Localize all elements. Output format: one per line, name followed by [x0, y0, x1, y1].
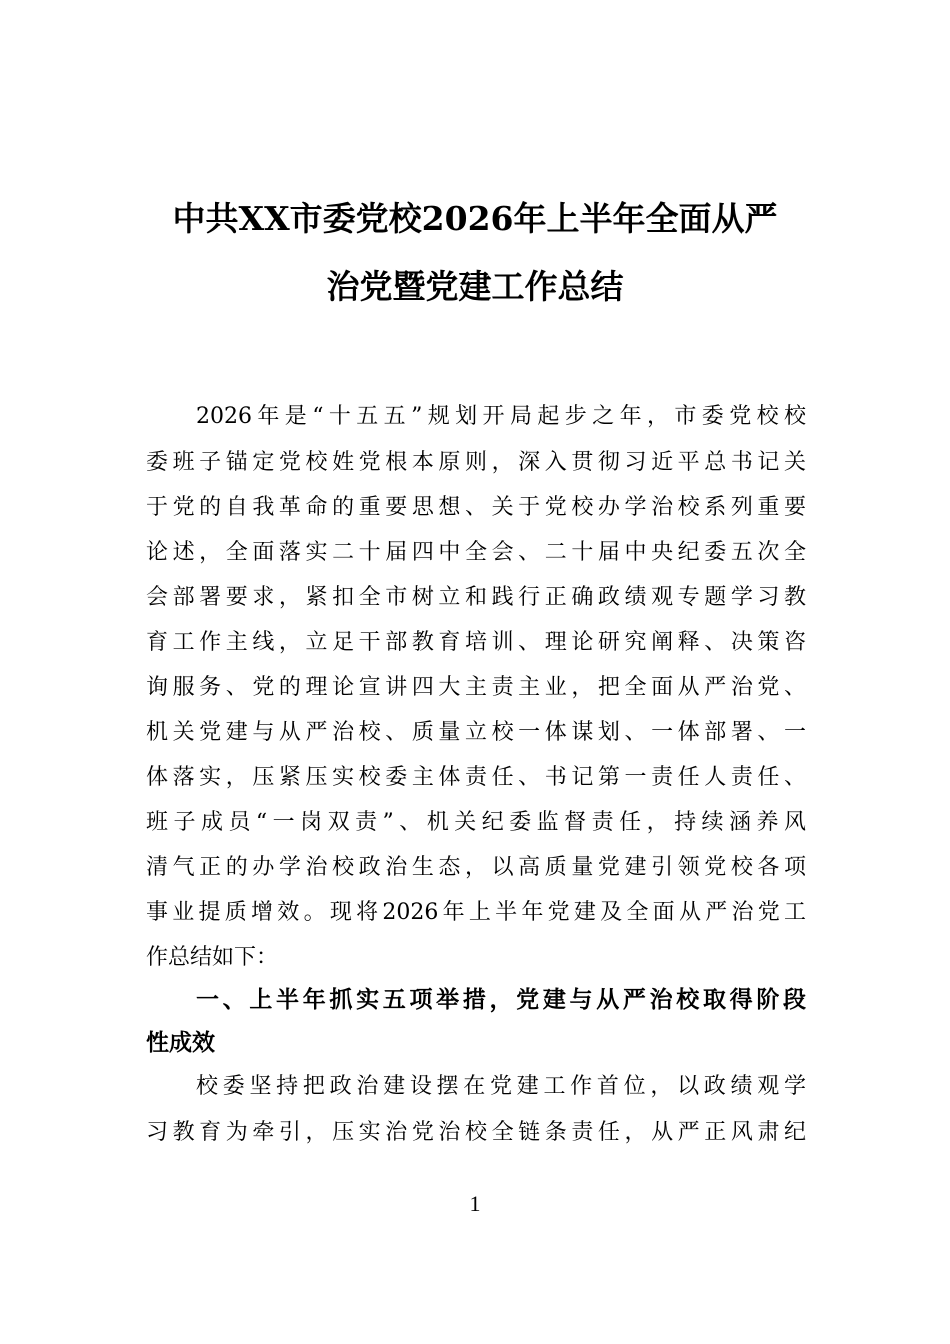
paragraph-line: 习教育为牵引，压实治党治校全链条责任，从严正风肃纪 — [146, 1120, 806, 1145]
heading-line: 一、上半年抓实五项举措，党建与从严治校取得阶段 — [196, 987, 806, 1013]
paragraph-line: 清气正的办学治校政治生态，以高质量党建引领党校各项 — [146, 855, 806, 880]
paragraph-line: 机关党建与从严治校、质量立校一体谋划、一体部署、一 — [146, 720, 806, 745]
paragraph-line: 育工作主线，立足干部教育培训、理论研究阐释、决策咨 — [146, 630, 806, 655]
paragraph-line: 2026年是“十五五”规划开局起步之年，市委党校校 — [196, 404, 806, 429]
paragraph-line: 班子成员“一岗双责”、机关纪委监督责任，持续涵养风 — [146, 810, 806, 835]
paragraph-line: 校委坚持把政治建设摆在党建工作首位，以政绩观学 — [196, 1074, 806, 1099]
page-number: 1 — [469, 1191, 481, 1216]
document-title-line-2: 治党暨党建工作总结 — [326, 267, 624, 306]
paragraph-line: 会部署要求，紧扣全市树立和践行正确政绩观专题学习教 — [146, 585, 806, 610]
paragraph-line: 事业提质增效。现将2026年上半年党建及全面从严治党工 — [146, 900, 806, 925]
paragraph-line: 论述，全面落实二十届四中全会、二十届中央纪委五次全 — [146, 540, 806, 565]
paragraph-line: 于党的自我革命的重要思想、关于党校办学治校系列重要 — [146, 495, 806, 520]
paragraph-line: 询服务、党的理论宣讲四大主责主业，把全面从严治党、 — [146, 675, 806, 700]
heading-line: 性成效 — [146, 1030, 215, 1056]
paragraph-line: 委班子锚定党校姓党根本原则，深入贯彻习近平总书记关 — [146, 450, 806, 475]
paragraph-line: 作总结如下： — [146, 945, 279, 970]
paragraph-line: 体落实，压紧压实校委主体责任、书记第一责任人责任、 — [146, 765, 806, 790]
document-title-line-1: 中共XX市委党校2026年上半年全面从严 — [172, 199, 778, 238]
